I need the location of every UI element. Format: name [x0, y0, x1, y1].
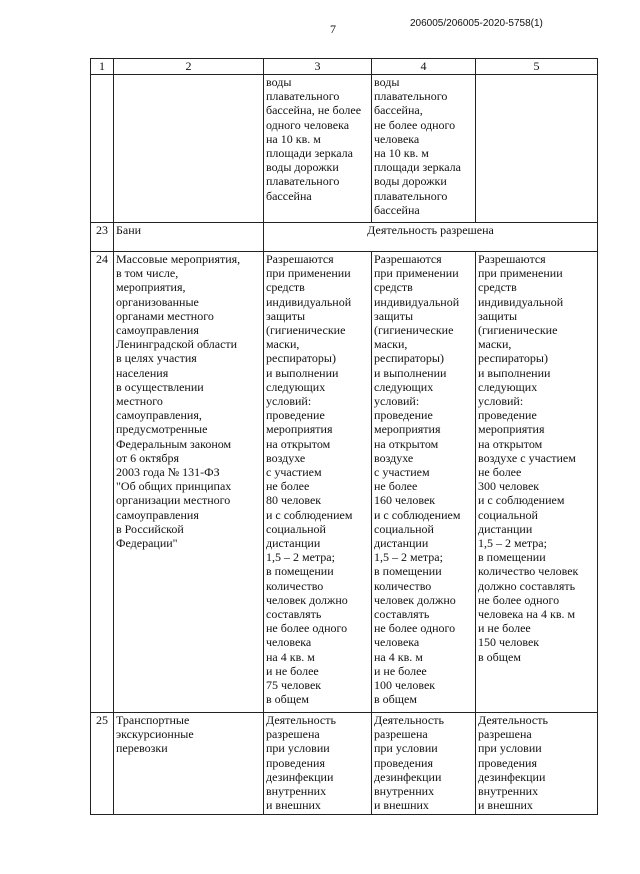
- table-row-24: [91, 252, 598, 713]
- row-status-merged: Деятельность разрешена: [264, 223, 598, 252]
- row-condition-col4: Деятельность разрешена при условии проведения дезинфекции внутренних и внешних: [372, 713, 476, 815]
- row-activity: Массовые мероприятия, в том числе, мероприятия, организованные органами местного самоуправления Ленинградской области в целях участия населения в осуществлении местного самоуправления, предусмотренные Федеральным законом от 6 октября 2003 года № 131-ФЗ "Об общих принципах организации местного самоуправления в Российской Федерации": [114, 252, 264, 713]
- row-number: [91, 75, 114, 223]
- header-cell: 2: [114, 59, 264, 75]
- header-cell: 4: [372, 59, 476, 75]
- table-header-row: [91, 59, 598, 75]
- row-condition-col5: [476, 75, 598, 223]
- header-cell: 5: [476, 59, 598, 75]
- row-condition-col5: Деятельность разрешена при условии проведения дезинфекции внутренних и внешних: [476, 713, 598, 815]
- row-activity: Транспортные экскурсионные перевозки: [114, 713, 264, 815]
- header-cell: 1: [91, 59, 114, 75]
- row-condition-col3: Разрешаются при применении средств индивидуальной защиты (гигиенические маски, респираторы) и выполнении следующих условий: проведение мероприятия на открытом воздухе с участием не более 80 человек и с соблюдением социальной дистанции 1,5 – 2 метра; в помещении количество человек должно составлять не более одного человека на 4 кв. м и не более 75 человек в общем: [264, 252, 372, 713]
- page-number: 7: [330, 22, 336, 36]
- row-condition-col4: Разрешаются при применении средств индивидуальной защиты (гигиенические маски, респираторы) и выполнении следующих условий: проведение мероприятия на открытом воздухе с участием не более 160 человек и с соблюдением социальной дистанции 1,5 – 2 метра; в помещении количество человек должно составлять не более одного человека на 4 кв. м и не более 100 человек в общем: [372, 252, 476, 713]
- row-activity: [114, 75, 264, 223]
- restrictions-table: [90, 58, 598, 815]
- row-number: 23: [91, 223, 114, 252]
- row-activity: Бани: [114, 223, 264, 252]
- table-row-continuation: [91, 75, 598, 223]
- header-cell: 3: [264, 59, 372, 75]
- document-code: 206005/206005-2020-5758(1): [410, 18, 543, 29]
- table-row-25: [91, 713, 598, 815]
- row-condition-col3: воды плавательного бассейна, не более одного человека на 10 кв. м площади зеркала воды дорожки плавательного бассейна: [264, 75, 372, 223]
- row-condition-col5: Разрешаются при применении средств индивидуальной защиты (гигиенические маски, респираторы) и выполнении следующих условий: проведение мероприятия на открытом воздухе с участием не более 300 человек и с соблюдением социальной дистанции 1,5 – 2 метра; в помещении количество человек должно составлять не более одного человека на 4 кв. м и не более 150 человек в общем: [476, 252, 598, 713]
- row-condition-col3: Деятельность разрешена при условии проведения дезинфекции внутренних и внешних: [264, 713, 372, 815]
- row-condition-col4: воды плавательного бассейна, не более одного человека на 10 кв. м площади зеркала воды дорожки плавательного бассейна: [372, 75, 476, 223]
- row-number: 24: [91, 252, 114, 713]
- table-row-23: [91, 223, 598, 252]
- row-number: 25: [91, 713, 114, 815]
